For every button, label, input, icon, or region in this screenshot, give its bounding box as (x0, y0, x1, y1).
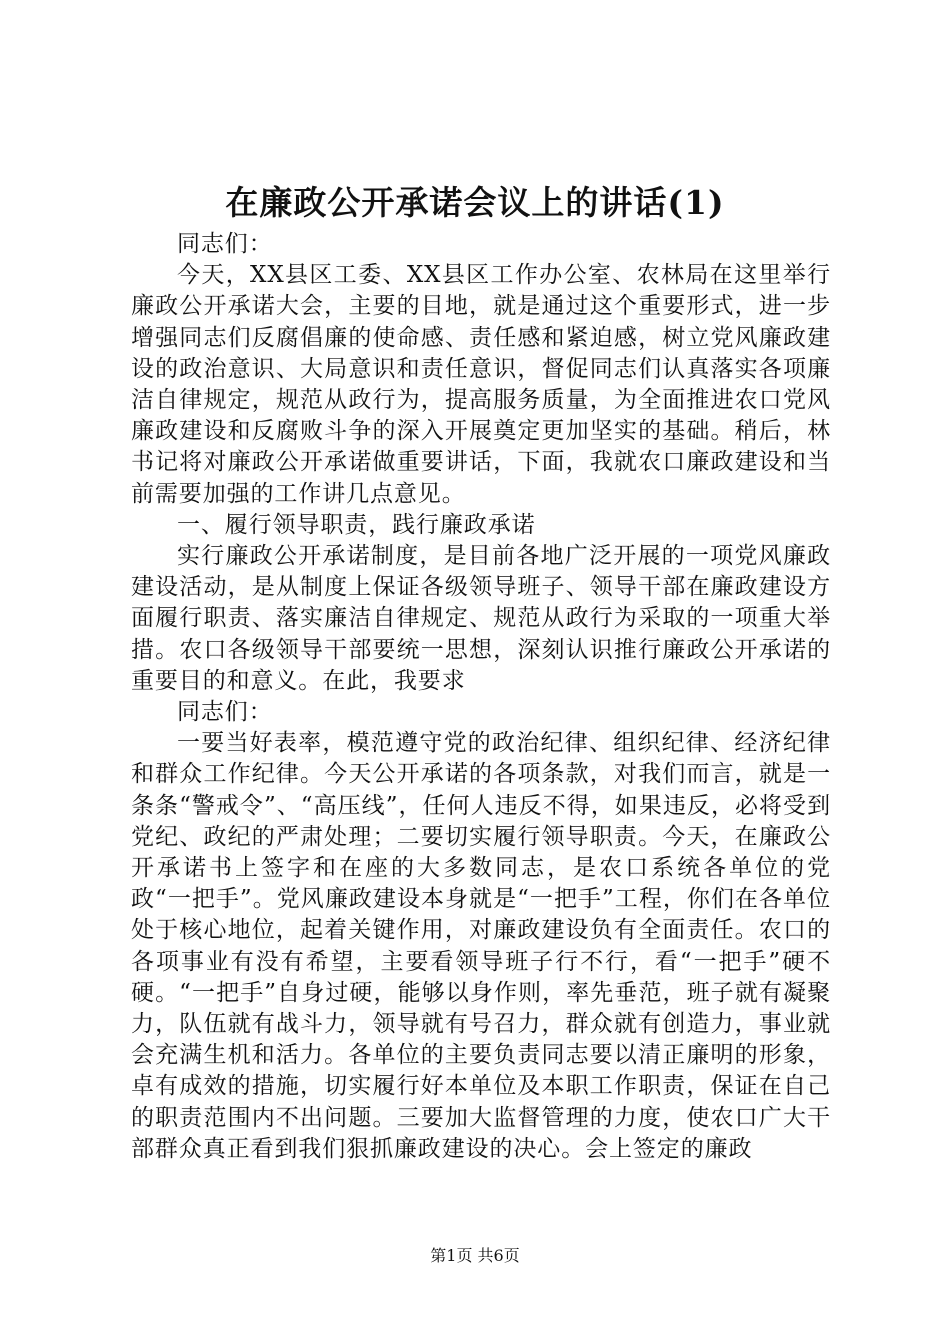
document-body (131, 229, 831, 1165)
salutation: 同志们： (177, 699, 273, 726)
section-heading: 一、履行领导职责，践行廉政承诺 (177, 511, 536, 538)
page-number-footer: 第1页 共6页 (430, 1246, 520, 1265)
document-title: 在廉政公开承诺会议上的讲话(1) (225, 183, 725, 222)
salutation: 同志们： (177, 231, 273, 257)
body-paragraph: 实行廉政公开承诺制度，是目前各地广泛开展的一项党风廉政建设活动，是从制度上保证各级领导班子、领导干部在廉政建设方面履行职责、落实廉洁自律规定、规范从政行为采取的一项重大举措。农口各级领导干部要统一思想，深刻认识推行廉政公开承诺的重要目的和意义。在此，我要求 (131, 543, 831, 694)
body-paragraph: 一要当好表率，模范遵守党的政治纪律、组织纪律、经济纪律和群众工作纪律。今天公开承诺的各项条款，对我们而言，就是一条条“警戒令”、“高压线”，任何人违反不得，如果违反，必将受到党纪、政纪的严肃处理；二要切实履行领导职责。今天，在廉政公开承诺书上签字和在座的大多数同志，是农口系统各单位的党政“一把手”。党风廉政建设本身就是“一把手”工程，你们在各单位处于核心地位，起着关键作用，对廉政建设负有全面责任。农口的各项事业有没有希望，主要看领导班子行不行，看“一把手”硬不硬。“一把手”自身过硬，能够以身作则，率先垂范，班子就有凝聚力，队伍就有战斗力，领导就有号召力，群众就有创造力，事业就会充满生机和活力。各单位的主要负责同志要以清正廉明的形象，卓有成效的措施，切实履行好本单位及本职工作职责，保证在自己的职责范围内不出问题。三要加大监督管理的力度，使农口广大干部群众真正看到我们狠抓廉政建设的决心。会上签定的廉政 (131, 730, 831, 1162)
body-paragraph: 今天，XX县区工委、XX县区工作办公室、农林局在这里举行廉政公开承诺大会，主要的目地，就是通过这个重要形式，进一步增强同志们反腐倡廉的使命感、责任感和紧迫感，树立党风廉政建设的政治意识、大局意识和责任意识，督促同志们认真落实各项廉洁自律规定，规范从政行为，提高服务质量，为全面推进农口党风廉政建设和反腐败斗争的深入开展奠定更加坚实的基础。稍后，林书记将对廉政公开承诺做重要讲话，下面，我就农口廉政建设和当前需要加强的工作讲几点意见。 (131, 262, 831, 507)
